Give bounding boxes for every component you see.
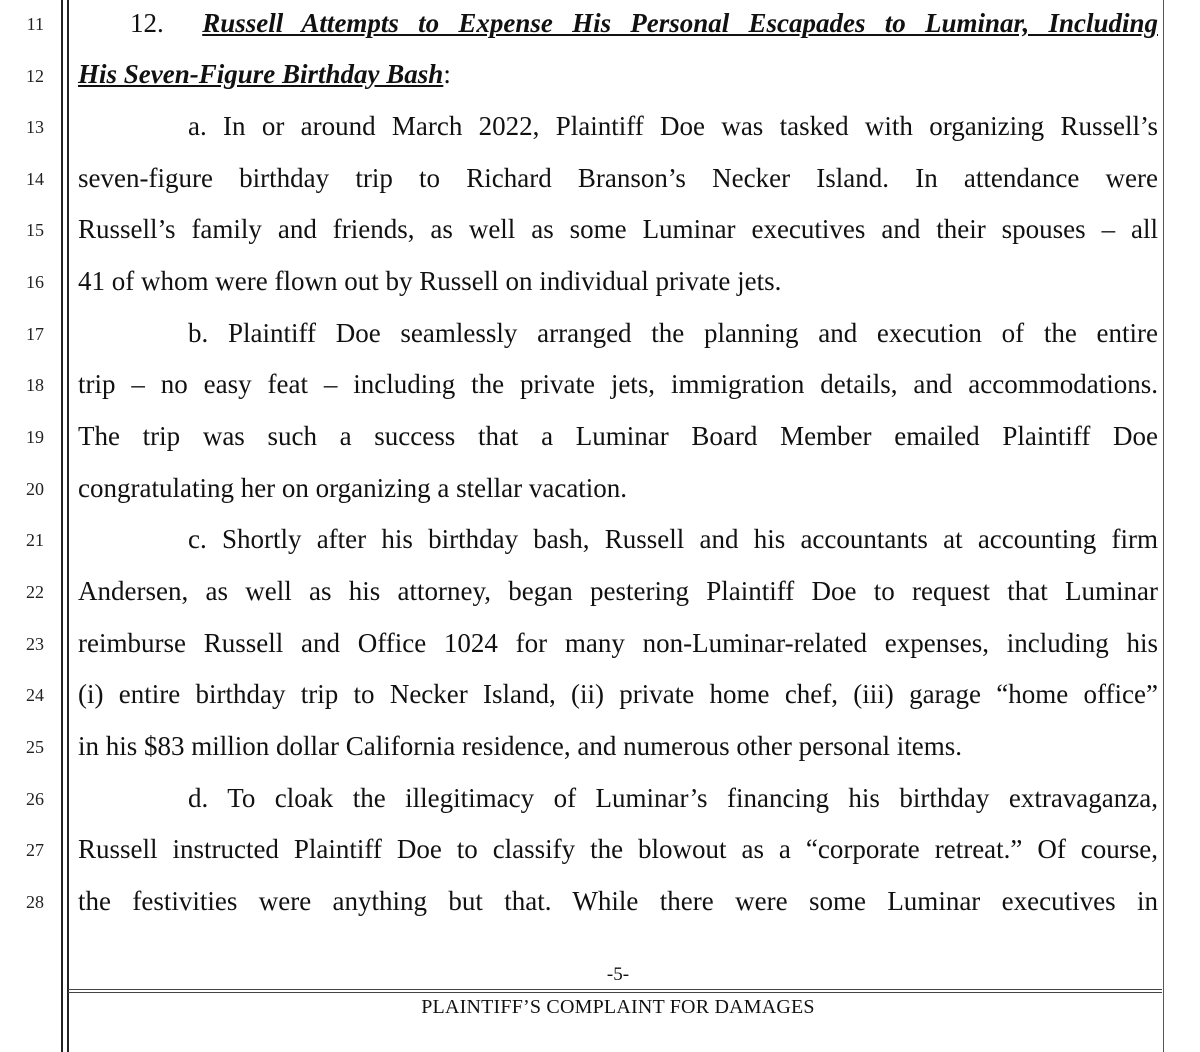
section-heading-title-cont: His Seven-Figure Birthday Bash — [78, 59, 444, 89]
line-number: 28 — [26, 892, 44, 912]
line-number: 24 — [26, 685, 44, 705]
line-number: 23 — [26, 634, 44, 654]
section-heading-line-2 — [78, 57, 1158, 91]
paragraph-b-line: congratulating her on organizing a stellar vacation. — [78, 473, 628, 503]
paragraph-d-line: d. To cloak the illegitimacy of Luminar’s financing his birthday extravaganza, — [188, 783, 1158, 813]
paragraph-c-line: (i) entire birthday trip to Necker Island, (ii) private home chef, (iii) garage “home office” — [78, 679, 1158, 709]
line-number: 17 — [26, 324, 44, 344]
paragraph-c-line: in his $83 million dollar California residence, and numerous other personal items. — [78, 731, 963, 761]
line-number: 11 — [26, 14, 44, 34]
line-number: 27 — [26, 840, 44, 860]
section-heading-line-1 — [78, 6, 1158, 40]
left-margin-rule — [61, 0, 63, 1052]
line-number: 19 — [26, 427, 44, 447]
line-number: 14 — [26, 169, 44, 189]
line-number: 20 — [26, 479, 44, 499]
heading-colon: : — [443, 59, 451, 89]
paragraph-b-line: trip – no easy feat – including the private jets, immigration details, and accommodations. — [78, 369, 1158, 399]
section-heading-title: Russell Attempts to Expense His Personal Escapades to Luminar, Including — [202, 8, 1158, 38]
page-number: -5- — [606, 964, 630, 985]
line-number: 18 — [26, 375, 44, 395]
line-number: 12 — [26, 66, 44, 86]
paragraph-d-line: the festivities were anything but that. While there were some Luminar executives in — [78, 886, 1158, 916]
line-number: 13 — [26, 117, 44, 137]
right-margin-rule — [1163, 0, 1164, 1052]
paragraph-a-line: a. In or around March 2022, Plaintiff Doe was tasked with organizing Russell’s — [188, 111, 1158, 141]
paragraph-a-line: seven-figure birthday trip to Richard Branson’s Necker Island. In attendance were — [78, 163, 1158, 193]
section-number: 12. — [130, 8, 164, 38]
paragraph-d-line: Russell instructed Plaintiff Doe to classify the blowout as a “corporate retreat.” Of course, — [78, 834, 1158, 864]
paragraph-c-line: reimburse Russell and Office 1024 for many non-Luminar-related expenses, including his — [78, 628, 1158, 658]
footer-document-title: PLAINTIFF’S COMPLAINT FOR DAMAGES — [421, 996, 815, 1018]
footer-rule — [68, 989, 1162, 990]
paragraph-c-line: c. Shortly after his birthday bash, Russell and his accountants at accounting firm — [188, 524, 1158, 554]
line-number: 26 — [26, 789, 44, 809]
paragraph-a-line: Russell’s family and friends, as well as some Luminar executives and their spouses – all — [78, 214, 1158, 244]
footer-rule-double — [68, 992, 1162, 993]
line-number: 16 — [26, 272, 44, 292]
left-margin-rule-inner — [67, 0, 69, 1052]
line-number: 25 — [26, 737, 44, 757]
paragraph-a-line: 41 of whom were flown out by Russell on individual private jets. — [78, 266, 782, 296]
paragraph-b-line: The trip was such a success that a Luminar Board Member emailed Plaintiff Doe — [78, 421, 1158, 451]
paragraph-c-line: Andersen, as well as his attorney, began pestering Plaintiff Doe to request that Luminar — [78, 576, 1158, 606]
paragraph-b-line: b. Plaintiff Doe seamlessly arranged the planning and execution of the entire — [188, 318, 1158, 348]
line-number: 21 — [26, 530, 44, 550]
line-number: 22 — [26, 582, 44, 602]
line-number: 15 — [26, 220, 44, 240]
